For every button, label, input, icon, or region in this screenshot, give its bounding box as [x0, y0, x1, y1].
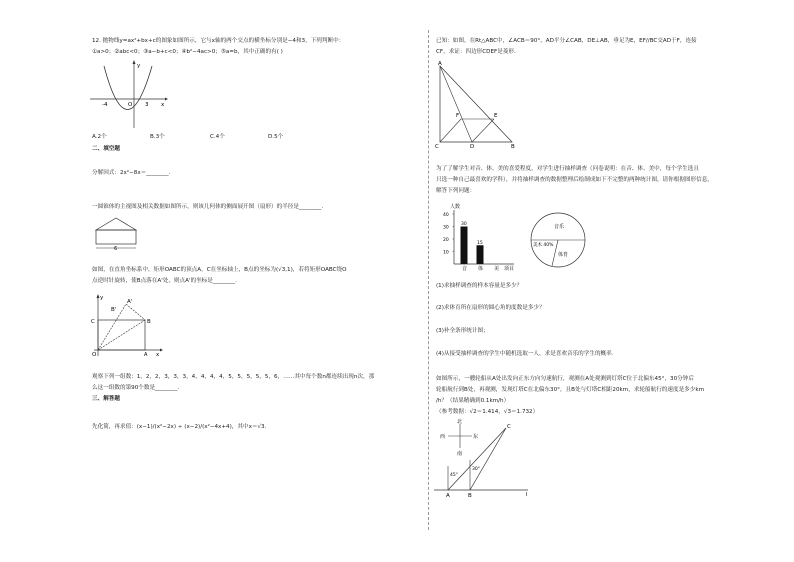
- tri-c-label: C: [435, 144, 439, 150]
- origin-label: O: [128, 102, 133, 108]
- fill-question-3-line2: 点逆时针旋转，使B点落在A'处，则点A'的坐标是________.: [92, 278, 238, 284]
- option-d: D.5个: [268, 134, 284, 140]
- nav-c-label: C: [507, 424, 511, 430]
- tri-b-label: B: [511, 144, 515, 150]
- fill-question-4-line1: 观察下列一组数：1，2，2，3，3，3，4，4，4，4，5，5，5，5，5，6，……其中每个数n都连续出现n次，那: [92, 374, 375, 380]
- tick-neg4: -4: [102, 102, 108, 108]
- compass-south: 南: [457, 451, 463, 457]
- navigation-line2: 轮船航行到B处，再观测，发现灯塔C在北偏东30°，且B处与灯塔C相距20km，求轮船航行的速度是多少km: [436, 387, 705, 393]
- y-tick-label: 30: [443, 225, 449, 231]
- rect-x-label: x: [156, 352, 160, 358]
- survey-q3: (3)补全条形统计图；: [436, 328, 489, 334]
- pie-chart: [528, 210, 588, 270]
- section-fill-blanks: 二、填空题: [92, 146, 120, 152]
- category-label: 音: [462, 266, 468, 272]
- cone-front-view: [92, 216, 142, 252]
- fill-question-1: 分解因式：2x²−8x＝________.: [92, 170, 171, 176]
- tri-d-label: D: [470, 144, 475, 150]
- pie-label-music: 音乐: [554, 224, 565, 230]
- compass-east: 东: [473, 434, 479, 440]
- option-b: B.3个: [150, 134, 165, 140]
- rect-b1-label: B': [111, 307, 117, 313]
- bar: [461, 227, 468, 265]
- y-tick-label: 40: [443, 213, 449, 218]
- bar-chart: [440, 200, 520, 272]
- fill-question-4-line2: 么这一组数的第90个数是________.: [92, 385, 180, 391]
- nav-a-label: A: [446, 493, 450, 499]
- column-divider: [428, 30, 429, 530]
- x-axis-label: x: [161, 102, 165, 108]
- navigation-line1: 如图所示，一艘轮船从A处出发向正东方向匀速航行，观测在A处观测到灯塔C位于北偏东45°，30分钟后: [436, 376, 694, 382]
- compass-west: 西: [440, 434, 446, 440]
- survey-line2: 只选一种自己最喜欢的学科），并将抽样调查的数据整理后绘制成如下不完整的两种统计图，请你根据图形信息，: [436, 177, 713, 183]
- tri-e-label: E: [494, 113, 498, 119]
- bar-value-label: 15: [477, 240, 483, 246]
- simplify-question: 先化简，再求值：(x−1)/(x²−2x) ÷ (x−2)/(x²−4x+4)，其中x＝√3.: [92, 424, 267, 430]
- section-solve: 三、解答题: [92, 396, 120, 402]
- category-label: 美: [494, 266, 500, 272]
- navigation-figure: [430, 420, 540, 502]
- nav-b-label: B: [468, 493, 472, 499]
- survey-q1: (1)求抽样调查的样本容量是多少？: [436, 283, 523, 289]
- y-tick-label: 10: [443, 250, 449, 256]
- q12-stem-line1: 12. 抛物线y=ax²+bx+c的图象如图所示，它与x轴的两个交点的横坐标分别是−4和3，下列判断中：: [92, 38, 345, 44]
- category-label: 体: [478, 266, 484, 272]
- chart-xlabel: 项目: [504, 266, 515, 272]
- rect-a1-label: A': [127, 299, 133, 305]
- survey-q2: (2)求体育所在扇形的圆心角的度数是多少？: [436, 305, 545, 311]
- rect-b-label: B: [147, 319, 151, 325]
- rotated-rectangle-figure: [90, 292, 165, 358]
- rect-o-label: O: [92, 352, 97, 358]
- survey-q4: (4)从接受抽样调查的学生中随机选取一人，求是喜欢音乐的学生的概率.: [436, 351, 614, 357]
- cone-base-label: 6: [114, 246, 118, 252]
- navigation-line4: （参考数据：√2＝1.414，√3＝1.732）: [436, 409, 539, 415]
- proof-line1: 已知：如图，在Rt△ABC中，∠ACB＝90°，AD平分∠CAB，DE⊥AB，垂足为E，EF//BC交AD于F，连接: [436, 38, 697, 44]
- rect-c-label: C: [91, 319, 95, 325]
- bar: [477, 245, 484, 264]
- navigation-line3: /h？（结果精确到0.1km/h）: [436, 398, 510, 404]
- tri-f-label: F: [456, 113, 460, 119]
- y-axis-label: y: [137, 63, 141, 69]
- pie-label-art: 美术 40%: [533, 243, 554, 248]
- survey-line3: 解答下列问题：: [436, 188, 476, 194]
- proof-line2: CF，求证：四边形CDEF是菱形.: [436, 49, 516, 55]
- y-tick-label: 20: [443, 238, 449, 243]
- rect-a-label: A: [144, 352, 148, 358]
- nav-l-label: l: [526, 492, 528, 498]
- fill-question-3-line1: 如图，在直角坐标系中，矩形OABC的顶点A，C在坐标轴上，B点的坐标为(√3,1)，若将矩形OABC绕O: [92, 267, 347, 273]
- q12-stem-line2: ①a>0；②abc<0；③a−b+c<0；④b²−4ac>0；⑤a=b，其中正确的有( ): [92, 49, 283, 55]
- nav-angle-45: 45°: [450, 473, 458, 478]
- tri-a-label: A: [438, 61, 442, 67]
- survey-line1: 为了了解学生对音、体、美的喜爱程度，对学生进行抽样调查（问卷说明：在音、体、美中，每个学生选且: [436, 166, 699, 172]
- nav-angle-30: 30°: [472, 467, 480, 472]
- bar-value-label: 30: [461, 222, 467, 227]
- parabola-figure: [90, 60, 170, 130]
- option-a: A.2个: [92, 134, 107, 140]
- pie-label-pe: 体育: [558, 252, 569, 258]
- fill-question-2: 一圆锥体的主视图及相关数据如图所示，则该几何体的侧面展开图（扇形）的半径是________.: [92, 204, 324, 210]
- right-triangle-figure: [432, 60, 522, 150]
- option-c: C.4个: [210, 134, 225, 140]
- compass-north: 北: [457, 419, 463, 425]
- chart-ylabel: 人数: [450, 204, 461, 210]
- tick-3: 3: [145, 102, 149, 108]
- rect-y-label: y: [100, 295, 104, 301]
